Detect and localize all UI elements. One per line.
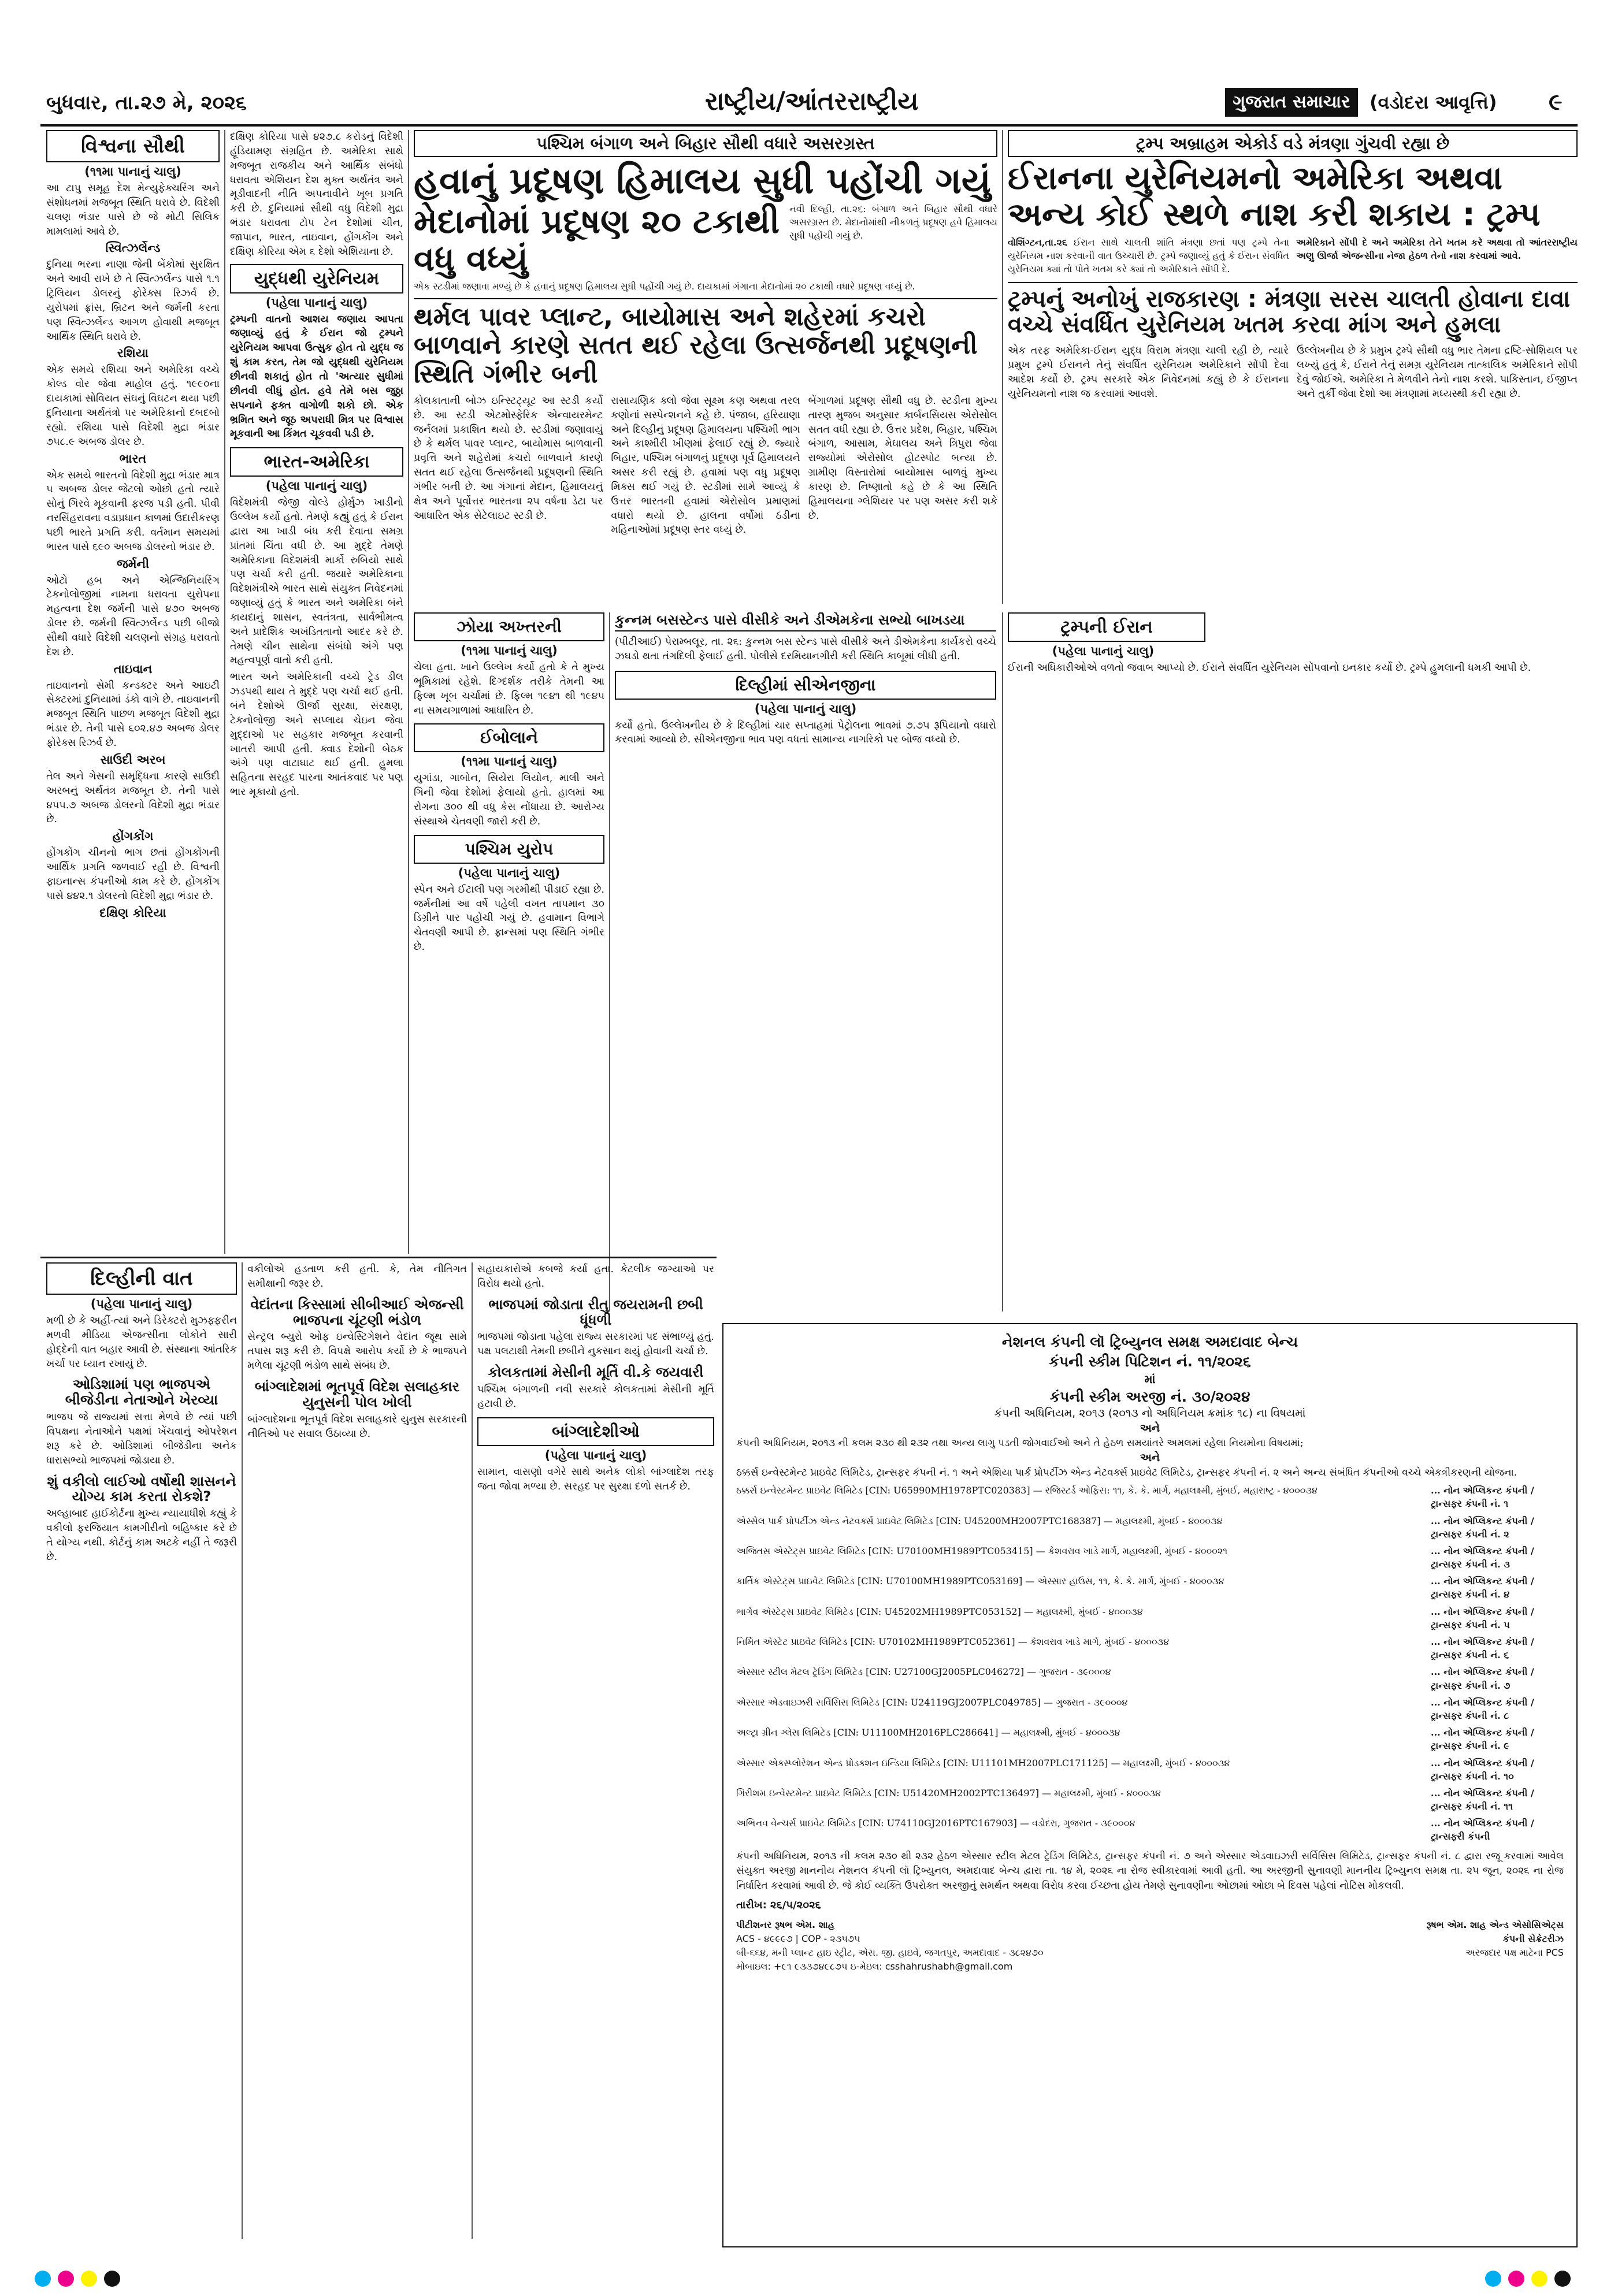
column-rule: [472, 1262, 473, 2239]
column-rule: [1002, 130, 1003, 604]
article-title: કોલકતામાં મેસીની મૂર્તિ વી.કે જયવારી: [488, 1364, 704, 1381]
notice-heading: કંપની સ્કીમ પિટિશન નં. ૧૧/૨૦૨૬: [1049, 1353, 1251, 1370]
notice-heading: માં: [1144, 1372, 1156, 1386]
story-subhead: થર્મલ પાવર પ્લાન્ટ, બાયોમાસ અને શહેરમાં કચરો બાળવાને કારણે સતત થઈ રહેલા ઉત્સર્જનથી પ્રદૂષણની સ્થિતિ ગંભીર બની: [414, 298, 997, 388]
signer-left-line: મોબાઇલ: +૯૧ ૯૩૩૭૪૯૮૭૫ ઇ-મેઇલ: csshahrushabh@gmail.com: [736, 1961, 1013, 1972]
article-body: અલ્હાબાદ હાઈકોર્ટના મુખ્ય ન્યાયાધીશે કહ્યું કે વકીલો ફરજિયાત કામગીરીનો બહિષ્કાર કરે છે તે યોગ્ય નથી. કોર્ટનું કામ અટકે નહીં તે જરૂરી છે.: [46, 1508, 237, 1563]
continued-label: (પહેલા પાનાનું ચાલુ): [754, 701, 857, 716]
notice-company-row: [736, 1696, 1564, 1722]
notice-signatures: [736, 1918, 1564, 1974]
notice-company-row: [736, 1726, 1564, 1752]
company-name: અજિતસ એસ્ટેટ્સ પ્રાઇવેટ લિમિટેડ [CIN: U70100MH1989PTC053415] — કેશવરાવ ખાડે માર્ગ, મહાલક્ષ્મી, મુંબઈ - ૪૦૦૦૨૧: [736, 1545, 1228, 1556]
company-name: ગિરીશમ ઇન્વેસ્ટમેન્ટ પ્રાઇવેટ લિમિટેડ [CIN: U51420MH2002PTC136497] — મહાલક્ષ્મી, મુંબઈ - ૪૦૦૦૩૪: [736, 1787, 1161, 1799]
article-body: ઈરાની અધિકારીઓએ વળતો જવાબ આપ્યો છે. ઈરાને સંવર્ધિત યુરેનિયમ સોંપવાનો ઇનકાર કર્યો છે. ટ્રમ્પે હુમલાની ધમકી આપી છે.: [1008, 662, 1531, 674]
subheading: દક્ષિણ કોરિયા: [99, 905, 166, 920]
article-body: (પીટીઆઈ) પેરામ્બલૂર, તા. ૨૬: કુન્નમ બસ સ્ટેન્ડ પાસે વીસીકે અને ડીએમકેના કાર્યકરો વચ્ચે ઝઘડો થતા તંગદિલી ફેલાઈ હતી. પોલીસે દરમિયાનગીરી કરી સ્થિતિ કાબૂમાં લીધી હતી.: [615, 636, 996, 662]
article-body: દક્ષિણ કોરિયા પાસે ૪૨૭.૮ કરોડનું વિદેશી હૂંડિયામણ સંગ્રહિત છે. અમેરિકા સાથે મજબૂત રાજકીય અને આર્થિક સંબંધો ધરાવતા એશિયન દેશ મુક્ત અર્થતંત્ર અને મૂડીવાદની નીતિ અપનાવીને ખૂબ પ્રગતિ કરી છે. દુનિયામાં સૌથી વધુ વિદેશી મુદ્રા ભંડાર ધરાવતા ટોપ ટેન દેશોમાં ચીન, જાપાન, ભારત, તાઇવાન, હોંગકોંગ અને દક્ષિણ કોરિયા એમ ૬ દેશો એશિયાના છે.: [230, 131, 403, 258]
article-body: આ ટાપુ સમૂહ દેશ મેન્યુફેક્ચરિંગ અને સંશોધનમાં મજબૂત સ્થિતિ ધરાવે છે. વિદેશી ચલણ ભંડાર પાસે છે જે મોટી સિલિક મામલામાં આવે છે.: [46, 183, 220, 237]
article-title: ઝોયા અખ્તરની: [414, 612, 604, 641]
article-body: ભાજપ જે રાજ્યમાં સત્તા મેળવે છે ત્યાં પછી વિપક્ષના નેતાઓને પક્ષમાં ખેંચવાનું ઓપરેશન શરૂ કરે છે. ઓડિશામાં બીજેડીના અનેક ધારાસભ્યો ભાજપમાં જોડાયા છે.: [46, 1411, 237, 1466]
article-title: દિલ્હીમાં સીએનજીના: [615, 671, 996, 700]
article-body: પશ્ચિમ બંગાળની નવી સરકારે કોલકતામાં મેસીની મૂર્તિ હટાવી છે.: [477, 1384, 714, 1410]
notice-company-row: [736, 1544, 1564, 1571]
column-rule: [408, 130, 409, 1254]
article-body: સામાન, વાસણો વગેરે સાથે અનેક લોકો બાંગ્લાદેશ તરફ જતા જોવા મળ્યા છે. સરહદ પર સુરક્ષા દળો સતર્ક છે.: [477, 1466, 714, 1492]
article-body: કોલકાતાની બોઝ ઇન્સ્ટિટ્યૂટ આ સ્ટડી કર્યો છે. આ સ્ટડી એટમોસ્ફેરિક એન્વાયરમેન્ટ જર્નલમાં પ્રકાશિત થયો છે. સ્ટડીમાં જણાવાયું છે કે થર્મલ પાવર પ્લાન્ટ, બાયોમાસ બાળવાની પ્રવૃત્તિ અને શહેરોમાં કચરો બાળવાને કારણે સતત થઈ રહેલા ઉત્સર્જનથી પ્રદૂષણની સ્થિતિ ગંભીર બની છે. આ ગંગાનાં મેદાન, હિમાલયનું ક્ષેત્ર અને પૂર્વોત્તર ભારતના ૨૫ વર્ષના ડેટા પર આધારિત એક સેટેલાઇટ સ્ટડી છે.: [414, 395, 603, 522]
column-vedanta: [247, 1262, 467, 2239]
legal-notice-nclt: [722, 1323, 1578, 2247]
cyan-registration-mark: [35, 2271, 51, 2287]
company-role: ... નોન એપ્લિકન્ટ કંપની / ટ્રાન્સફર કંપની નં. ૪: [1431, 1576, 1534, 1600]
article-body: સેન્ટ્રલ બ્યુરો ઓફ ઇન્વેસ્ટિગેશને વેદાંત જૂથ સામે તપાસ શરૂ કરી છે. વિપક્ષે આરોપ કર્યો છે કે ભાજપને મળેલા ચૂંટણી ભંડોળ સાથે સંબંધ છે.: [247, 1331, 467, 1372]
subheading: હોંગકોંગ: [112, 829, 154, 844]
article-body: ચેલા હતા. ખાને ઉલ્લેખ કર્યો હતો કે તે મુખ્ય ભૂમિકામાં રહેશે. દિગ્દર્શક તરીકે તેમની આ ફિલ્મ ખૂબ ચર્ચામાં છે. ફિલ્મ ૧૯૪૧ થી ૧૯૪૫ ના સમયગાળામાં આધારિત છે.: [414, 662, 604, 716]
company-role: ... નોન એપ્લિકન્ટ કંપની / ટ્રાન્સફર કંપની નં. ૭: [1431, 1666, 1534, 1691]
company-name: એસ્સાર એક્સ્પ્લોરેશન એન્ડ પ્રોડક્શન ઇન્ડિયા લિમિટેડ [CIN: U11101MH2007PLC171125] — મહાલક્ષ્મી, મુંબઈ - ૪૦૦૦૩૪: [736, 1757, 1230, 1769]
story-kicker: પશ્ચિમ બંગાળ અને બિહાર સૌથી વધારે અસરગ્રસ્ત: [414, 130, 997, 157]
article-body: સહાયકારોએ કબજે કર્યા હતા. કેટલીક જગ્યાઓ પર વિરોધ થયો હતો.: [477, 1264, 714, 1290]
subheading: તાઇવાન: [113, 662, 153, 676]
continued-label: (૧૧મા પાનાનું ચાલુ): [84, 165, 181, 179]
story-kicker: ટ્રમ્પ અબ્રાહમ એકોર્ડ વડે મંત્રણા ગુંચવી રહ્યા છે: [1008, 130, 1578, 157]
continued-label: (૧૧મા પાનાનું ચાલુ): [461, 755, 558, 769]
article-title: શું વકીલો લાઈઓ વર્ષોથી શાસનને યોગ્ય કામ કરતા રોકશે?: [47, 1473, 236, 1505]
article-title: ઓડિશામાં પણ ભાજપએ બીજેડીના નેતાઓને ખેરવ્યા: [65, 1376, 218, 1409]
edition-label: (વડોદરા આવૃત્તિ): [1370, 91, 1497, 113]
column-3: [414, 612, 604, 1312]
subheading: ભારત: [119, 451, 147, 466]
article-title: વેદાંતના કિસ્સામાં સીબીઆઈ એજન્સી ભાજપના ચૂંટણી ભંડોળ: [250, 1296, 464, 1328]
article-body: એક સમયે ભારતનો વિદેશી મુદ્રા ભંડાર માત્ર ૫ અબજ ડોલર જેટલો ઓછો હતો ત્યારે સોનું ગિરવે મૂકવાની ફરજ પડી હતી. પીવી નરસિંહરાવના વડાપ્રધાન કાળમાં ઉદારીકરણ પછી ભારતે પ્રગતિ કરી. વર્તમાન સમયમાં ભારત પાસે ૬૯૦ અબજ ડોલરનો ભંડાર છે.: [46, 469, 220, 553]
article-title: ભાજપમાં જોડાતા રીતુ જયરામની છબી ધૂંધળી: [488, 1296, 703, 1328]
article-body: બાંગ્લાદેશના ભૂતપૂર્વ વિદેશ સલાહકારે યુનુસ સરકારની નીતિઓ પર સવાલ ઉઠાવ્યા છે.: [247, 1413, 467, 1440]
yellow-registration-mark: [81, 2271, 97, 2287]
notice-footer-text: કંપની અધિનિયમ, ૨૦૧૩ ની કલમ ૨૩૦ થી ૨૩૨ હેઠળ એસ્સાર સ્ટીલ મેટલ ટ્રેડિંગ લિમિટેડ, ટ્રાન્સફર કંપની નં. ૭ અને એસ્સાર એડવાઇઝરી સર્વિસિસ લિમિટેડ, ટ્રાન્સફર કંપની નં. ૮ દ્વારા રજૂ કરવામાં આવેલ સંયુક્ત અરજી માનનીય નેશનલ કંપની લૉ ટ્રિબ્યુનલ, અમદાવાદ બેન્ચ દ્વારા તા. ૧૪ મે, ૨૦૨૬ ના રોજ સ્વીકારવામાં આવી હતી. આ અરજીની સુનાવણી માનનીય ટ્રિબ્યુનલ સમક્ષ તા. ૨૫ જૂન, ૨૦૨૬ ના રોજ નિર્ધારિત કરવામાં આવી છે. જે કોઈ વ્યક્તિ ઉપરોક્ત અરજીનું સમર્થન અથવા વિરોધ કરવા ઈચ્છતા હોય તેમણે સુનાવણીના ઓછામાં ઓછા બે દિવસ પહેલાં નોટિસ મોકલવી.: [736, 1850, 1564, 1892]
company-name: અભિનવ વેન્ચર્સ પ્રાઇવેટ લિમિટેડ [CIN: U74110GJ2016PTC167903] — વડોદરા, ગુજરાત - ૩૯૦૦૦૪: [736, 1818, 1135, 1829]
signer-left: પીટીશનર રૂષભ એમ. શાહ: [736, 1919, 835, 1931]
company-role: ... નોન એપ્લિકન્ટ કંપની / ટ્રાન્સફર કંપની નં. ૨: [1431, 1515, 1534, 1540]
story-himalaya-pollution: [414, 130, 997, 604]
continued-label: (પહેલા પાનાનું ચાલુ): [265, 295, 368, 310]
article-title: યુદ્ધથી યુરેનિયમ: [230, 264, 403, 293]
article-body: ભારત અને અમેરિકાની વચ્ચે ટ્રેડ ડીલ ઝડપથી થાય તે મુદ્દે પણ ચર્ચા થઈ હતી. બંને દેશોએ ઊર્જા સુરક્ષા, સંરક્ષણ, ટેકનોલોજી અને સપ્લાય ચેઇન જેવા મુદ્દાઓ પર સહકાર મજબૂત કરવાની ખાતરી આપી હતી. ક્વાડ દેશોની બેઠક અંગે પણ વાટાઘાટ થઈ હતી. હુમલા સહિતના સરહદ પારના આતંકવાદ પર પણ ભાર મૂકાયો હતો.: [230, 671, 403, 798]
story-lead: એક સ્ટડીમાં જણાવા મળ્યું છે કે હવાનું પ્રદૂષણ હિમાલય સુધી પહોંચી ગયું છે. દાયકામાં ગંગાના મેદાનોમાં ૨૦ ટકાથી વધારે પ્રદૂષણ વધ્યું છે.: [414, 281, 915, 292]
article-title: કુન્નમ બસસ્ટેન્ડ પાસે વીસીકે અને ડીએમકેના સભ્યો બાખડયા: [615, 612, 996, 631]
story-lead: ઈરાન સાથે ચાલતી શાંતિ મંત્રણા છતાં પણ ટ્રમ્પે તેના યુરેનિયમ નાશ કરવાની વાત ઉચ્ચારી છે. ટ્રમ્પે જણાવ્યું હતું કે ઈરાન સંવર્ધિત યુરેનિયમ ક્યાં તો પોતે ખતમ કરે ક્યાં તો અમેરિકાને સોંપી દે.: [1008, 237, 1289, 274]
company-role: ... નોન એપ્લિકન્ટ કંપની / ટ્રાન્સફર કંપની નં. ૧૦: [1431, 1757, 1534, 1782]
article-title: બાંગ્લાદેશમાં ભૂતપૂર્વ વિદેશ સલાહકાર યુનુસની પોલ ખોલી: [254, 1378, 460, 1410]
article-title: પશ્ચિમ યુરોપ: [414, 835, 604, 864]
article-title: વિશ્વના સૌથી: [46, 130, 220, 162]
notice-company-row: [736, 1484, 1564, 1510]
article-title: ટ્રમ્પની ઈરાન: [1008, 612, 1205, 642]
article-body: વિદેશમંત્રી જેજી વોલ્ડે હોર્મુઝ ખાડીનો ઉલ્લેખ કર્યો હતો. તેમણે કહ્યું હતું કે ઈરાન દ્વારા આ ખાડી બંધ કરી દેવાતા સમગ્ર પ્રાંતમાં ચિંતા વધી છે. આ મુદ્દે તેમણે અમેરિકાના વિદેશમંત્રી માર્કો રુબિયો સાથે પણ ચર્ચા કરી હતી. જયારે અમેરિકાના વિદેશમંત્રીએ ભારત સાથે સંયુક્ત નિવેદનમાં જણાવ્યું હતું કે ભારત અને અમેરિકા બંને કાયદાનું શાસન, સ્વતંત્રતા, સાર્વભૌમત્વ અને પ્રાદેશિક અખંડિતતાનો આદર કરે છે. તેમણે ચીન સાથેના સંબંધો અંગે પણ મહત્વપૂર્ણ વાતો કરી હતી.: [230, 497, 403, 667]
article-body: દુનિયા ભરના નાણા જેની બેંકોમાં સુરક્ષિત અને આવી રાખે છે તે સ્વિત્ઝર્લેન્ડ પાસે ૧.૧ ટ્રિલિયન ડોલરનું ફોરેક્સ રિઝર્વ છે. યુરોપમાં ફ્રાંસ, બ્રિટન અને જર્મની કરતા પણ સ્વિત્ઝર્લેન્ડ આગળ હોવાથી મજબૂત આર્થિક સ્થિતિ ધરાવે છે.: [46, 259, 220, 343]
subheading: રશિયા: [117, 346, 149, 361]
subheading: જર્મની: [116, 556, 150, 571]
column-rule: [1002, 612, 1003, 1312]
story-subhead: ટ્રમ્પનું અનોખું રાજકારણ : મંત્રણા સરસ ચાલતી હોવાના દાવા વચ્ચે સંવર્ધિત યુરેનિયમ ખતમ કરવા માંગ અને હુમલા: [1008, 282, 1578, 339]
notice-date: તારીખ: ૨૬/૫/૨૦૨૬: [736, 1899, 821, 1912]
company-role: ... નોન એપ્લિકન્ટ કંપની / ટ્રાન્સફર કંપની નં. ૧૧: [1431, 1787, 1534, 1812]
masthead-rule: [40, 124, 1578, 127]
company-name: એસ્સેલ પાર્ક પ્રોપર્ટીઝ એન્ડ નેટવર્ક્સ પ્રાઇવેટ લિમિટેડ [CIN: U45200MH2007PTC168387] — મહાલક્ષ્મી, મુંબઈ - ૪૦૦૦૩૪: [736, 1515, 1223, 1526]
signer-left-line: ACS - ૪૯૯૯૭ | COP - ૨૩૫૭૫: [736, 1933, 860, 1945]
article-body: એક સમયે રશિયા અને અમેરિકા વચ્ચે કોલ્ડ વોર જેવા માહોલ હતું. ૧૯૯૦ના દાયકામાં સોવિયત સંઘનું વિઘટન થયા પછી દુનિયાના અર્થતંત્રો પર અમેરિકાનો દબદબો રહ્યો. રશિયા પાસે વિદેશી મુદ્રા ભંડાર ૭૫૮.૯ અબજ ડોલર છે.: [46, 364, 220, 448]
continued-label: (પહેલા પાનાનું ચાલુ): [544, 1448, 647, 1462]
story-iran-uranium: [1008, 130, 1578, 604]
magenta-registration-mark: [1508, 2271, 1524, 2287]
notice-heading: કંપની અધિનિયમ, ૨૦૧૩ (૨૦૧૩ નો અધિનિયમ ક્રમાંક ૧૮) ના વિષયમાં: [994, 1407, 1306, 1420]
signer-right-line: કંપની સેક્રેટરીઝ: [1502, 1933, 1564, 1945]
subheading: સ્વિત્ઝર્લેન્ડ: [105, 241, 161, 255]
column-rule: [609, 612, 610, 1312]
article-body: મળી છે કે અહીં-ત્યાં અને ડિરેક્ટરો મુઝફ્ફરીન મળવી મીડિયા એજન્સીના લોકોને સારી હોદ્દેની વાત બહાર આવી છે. સંસ્થાના આંતરિક ખર્ચા પર ધ્યાન રખાયું છે.: [46, 1315, 237, 1370]
company-role: ... નોન એપ્લિકન્ટ કંપની / ટ્રાન્સફર કંપની નં. ૮: [1431, 1696, 1534, 1721]
headline: હવાનું પ્રદૂષણ હિમાલય સુધી પહોંચી ગયું: [414, 159, 991, 202]
notice-company-row: [736, 1665, 1564, 1692]
continued-label: (પહેલા પાનાનું ચાલુ): [458, 865, 561, 880]
article-body: એક તરફ અમેરિકા-ઈરાન યુદ્ધ વિરામ મંત્રણા ચાલી રહી છે, ત્યારે પ્રમુખ ટ્રમ્પે ઈરાનને તેનું સંવર્ધિત યુરેનિયમ અમેરિકાને સોંપી દેવા આદેશ કર્યો છે. ટ્રમ્પ સરકારે એક નિવેદનમાં કહ્યું છે કે ઈરાનના યુરેનિયમનો નાશ જ કરવામાં આવશે.: [1008, 345, 1289, 400]
company-role: ... નોન એપ્લિકન્ટ કંપની / ટ્રાન્સફરી કંપની: [1431, 1818, 1534, 1842]
article-title: દિલ્હીની વાત: [46, 1262, 237, 1295]
company-role: ... નોન એપ્લિકન્ટ કંપની / ટ્રાન્સફર કંપની નં. ૬: [1431, 1636, 1534, 1661]
notice-heading: નેશનલ કંપની લૉ ટ્રિબ્યુનલ સમક્ષ અમદાવાદ બેન્ચ: [1001, 1333, 1298, 1350]
company-name: ભાર્ગવ એસ્ટેટ્સ પ્રાઇવેટ લિમિટેડ [CIN: U45202MH1989PTC053152] — મહાલક્ષ્મી, મુંબઈ - ૪૦૦૦૩૪: [736, 1606, 1143, 1617]
company-name: અલ્ટ્રા ગ્રીન ગ્લેસ લિમિટેડ [CIN: U11100MH2016PLC286641] — મહાલક્ષ્મી, મુંબઈ - ૪૦૦૦૩૪: [736, 1727, 1120, 1738]
column-world-richest: [46, 130, 220, 1254]
notice-heading: અને: [1140, 1451, 1160, 1465]
column-rule: [242, 1262, 243, 2239]
notice-company-list: [736, 1484, 1564, 1844]
signer-right: રૂષભ એમ. શાહ એન્ડ એસોસિએટ્સ: [1426, 1919, 1564, 1931]
article-body: કર્યો હતો. ઉલ્લેખનીય છે કે દિલ્હીમાં ચાર સપ્તાહમાં પેટ્રોલના ભાવમાં ૭.૭૫ રૂપિયાનો વધારો કરવામાં આવ્યો છે. સીએનજીના ભાવ પણ વધતાં સામાન્ય નાગરિકો પર બોજ વધ્યો છે.: [615, 719, 996, 746]
company-role: ... નોન એપ્લિકન્ટ કંપની / ટ્રાન્સફર કંપની નં. ૧: [1431, 1485, 1534, 1510]
notice-heading: અને: [1140, 1421, 1160, 1435]
black-registration-mark: [104, 2271, 120, 2287]
column-4: [615, 612, 996, 1317]
notice-company-row: [736, 1605, 1564, 1632]
notice-company-row: [736, 1574, 1564, 1601]
masthead: [40, 87, 1578, 121]
continued-label: (પહેલા પાનાનું ચાલુ): [265, 479, 368, 493]
dateline: વોશિંગ્ટન,તા.૨૬: [1008, 237, 1067, 248]
notice-company-row: [736, 1786, 1564, 1813]
signer-right-line: અરજદાર પક્ષ માટેના PCS: [1465, 1947, 1564, 1959]
article-title: ભારત-અમેરિકા: [230, 447, 403, 477]
notice-company-row: [736, 1756, 1564, 1783]
story-lead: અમેરિકાને સોંપી દે અને અમેરિકા તેને ખતમ કરે અથવા તો આંતરરાષ્ટ્રીય અણુ ઊર્જા એજન્સીના નેજા હેઠળ તેનો નાશ કરવામાં આવે.: [1296, 237, 1578, 262]
newspaper-logo: ગુજરાત સમાચાર: [1225, 88, 1358, 117]
headline: ઈરાનના યુરેનિયમનો અમેરિકા અથવા: [1008, 159, 1502, 197]
section-rule: [40, 1257, 717, 1258]
section-title: રાષ્ટ્રીય/આંતરરાષ્ટ્રીય: [705, 87, 919, 116]
company-role: ... નોન એપ્લિકન્ટ કંપની / ટ્રાન્સફર કંપની નં. ૩: [1431, 1545, 1534, 1570]
article-body: ઉલ્લેખનીય છે કે પ્રમુખ ટ્રમ્પે સૌથી વધુ ભાર તેમના દ્રષ્ટિ-સોશિયલ પર લખ્યું હતું કે, ઈરાને તેનું સમગ્ર યુરેનિયમ તાત્કાલિક અમેરિકાને સોંપી દેવું જોઈએ. અમેરિકા તે મેળવીને તેનો નાશ કરશે. પાકિસ્તાન, ઈજીપ્ત અને તુર્કી જેવા દેશો આ મંત્રણામાં મધ્યસ્થી કરી રહ્યા છે.: [1297, 345, 1578, 400]
notice-intro: કંપની અધિનિયમ, ૨૦૧૩ ની કલમ ૨૩૦ થી ૨૩૨ તથા અન્ય લાગુ પડતી જોગવાઈઓ અને તે હેઠળ સમયાંતરે અમલમાં રહેલા નિયમોના વિષયમાં;: [736, 1437, 1304, 1449]
article-body: રાસાયણિક ક્લો જેવા સૂક્ષ્મ કણ અથવા તરલ કણોનાં સસ્પેન્શનને કહે છે. પંજાબ, હરિયાણા અને દિલ્હીનું પ્રદૂષણ હિમાલયના પશ્ચિમી ભાગ અને કાશ્મીરી ખીણમાં ફેલાઈ રહ્યું છે. જ્યારે બિહાર, પશ્ચિમ બંગાળનું પ્રદૂષણ પૂર્વ હિમાલયને અસર કરી રહ્યું છે. હવામાં પણ વધુ પ્રદૂષણ મિક્સ થઈ ગયું છે. સ્ટડીમાં સામે આવ્યું કે ઉત્તર ભારતની હવામાં એરોસોલ પ્રમાણમાં વધારો થયો છે. હાલના વર્ષોમાં ઠંડીના મહિનાઓમાં પ્રદૂષણ સ્તર વધ્યું છે.: [611, 395, 800, 536]
continued-label: (પહેલા પાનાનું ચાલુ): [1052, 644, 1155, 658]
company-name: કાર્તિક એસ્ટેટ્સ પ્રાઇવેટ લિમિટેડ [CIN: U70100MH1989PTC053169] — એસ્સાર હાઉસ, ૧૧, કે. કે. માર્ગ, મુંબઈ - ૪૦૦૦૩૪: [736, 1576, 1224, 1587]
column-5: [1008, 612, 1578, 1312]
column-korea-war-india-us: [230, 130, 403, 1254]
column-delhi-talk: [46, 1262, 237, 2239]
continued-label: (પહેલા પાનાનું ચાલુ): [90, 1297, 193, 1311]
article-body: ટ્રમ્પની વાતનો આશય જણાય આપતા જણાવ્યું હતું કે ઈરાન જો ટ્રમ્પને યુરેનિયમ આપવા ઉત્સુક હોત તો યુદ્ધ જ શું કામ કરત, તેમ જો યુદ્ધથી યુરેનિયમ છીનવી શકાતું હોત તો 'અત્યાર સુધીમાં છીનવી લીધું હોત. હવે તેમે બસ જુઠ્ઠા સપનાને ફક્ત વાગોળી શકો છો. એક ભ્રમિત અને જૂઠ અપરાધી મિત્ર પર વિશ્વાસ મૂકવાની આ કિંમત ચૂકવવી પડી છે.: [230, 313, 403, 440]
company-name: ઠક્કર્સ ઇન્વેસ્ટમેન્ટ પ્રાઇવેટ લિમિટેડ [CIN: U65990MH1978PTC020383] — રજિસ્ટર્ડ ઓફિસ: ૧૧, કે. કે. માર્ગ, મહાલક્ષ્મી, મુંબઈ, મહારાષ્ટ્ર - ૪૦૦૦૩૪: [736, 1485, 1318, 1496]
company-role: ... નોન એપ્લિકન્ટ કંપની / ટ્રાન્સફર કંપની નં. ૫: [1431, 1606, 1534, 1630]
notice-heading: કંપની સ્કીમ અરજી નં. ૩૦/૨૦૨૪: [1049, 1388, 1250, 1405]
notice-company-row: [736, 1514, 1564, 1541]
company-role: ... નોન એપ્લિકન્ટ કંપની / ટ્રાન્સફર કંપની નં. ૯: [1431, 1727, 1534, 1752]
article-body: બેંગાળમાં પ્રદૂષણ સૌથી વધુ છે. સ્ટડીના મુખ્ય તારણ મુજબ અનુસાર કાર્બનસિયસ એરોસોલ સતત વધી રહ્યા છે. ઉત્તર પ્રદેશ, બિહાર, પશ્ચિમ બંગાળ, આસામ, મેઘાલય અને ત્રિપુરા જેવા રાજ્યોમાં એરોસોલ હોટસ્પોટ બન્યા છે. ગ્રામીણ વિસ્તારોમાં બાયોમાસ બાળવું મુખ્ય કારણ છે. નિષ્ણાતો કહે છે કે આ સ્થિતિ હિમાલયના ગ્લેશિયર પર પણ અસર કરી શકે છે.: [808, 395, 997, 522]
article-body: યુગાંડા, ગાબોન, સિયેરા લિયોન, માલી અને ગિની જેવા દેશોમાં ફેલાયો હતો. હાલમાં આ રોગના ૩૦૦ થી વધુ કેસ નોંધાયા છે. આરોગ્ય સંસ્થાએ ચેતવણી જારી કરી છે.: [414, 772, 604, 827]
yellow-registration-mark: [1531, 2271, 1548, 2287]
headline: મેદાનોમાં પ્રદૂષણ ૨૦ ટકાથી વધુ વધ્યું: [414, 202, 780, 279]
story-lead: નવી દિલ્હી, તા.૨૬: બંગાળ અને બિહાર સૌથી વધારે અસરગ્રસ્ત છે. મેદાનોમાંથી નીકળતું પ્રદૂષણ હવે હિમાલય સુધી પહોંચી ગયું છે.: [789, 203, 997, 241]
cyan-registration-mark: [1485, 2271, 1501, 2287]
notice-company-row: [736, 1635, 1564, 1662]
article-body: તેલ અને ગેસની સમૃદ્ધિના કારણે સાઉદી અરબનું અર્થતંત્ર મજબૂત છે. તેની પાસે ૪૫૫.૭ અબજ ડોલરનો વિદેશી મુદ્રા ભંડાર છે.: [46, 770, 220, 826]
company-name: એસ્સાર સ્ટીલ મેટલ ટ્રેડિંગ લિમિટેડ [CIN: U27100GJ2005PLC046272] — ગુજરાત - ૩૯૦૦૦૪: [736, 1666, 1111, 1678]
article-body: વકીલોએ હડતાળ કરી હતી. કે, તેમ નીતિગત સમીક્ષાની જરૂર છે.: [247, 1264, 467, 1290]
article-body: ભાજપમાં જોડાતા પહેલા રાજ્ય સરકારમાં પદ સંભાળ્યું હતું. પક્ષ પલટાથી તેમની છબીને નુકસાન થયું હોવાની ચર્ચા છે.: [477, 1331, 714, 1358]
signer-left-line: બી-૬૬૪, મની પ્લાન્ટ હાઇ સ્ટ્રીટ, એસ. જી. હાઇવે, જગતપુર, અમદાવાદ - ૩૮૨૪૭૦: [736, 1947, 1044, 1959]
black-registration-mark: [1554, 2271, 1571, 2287]
magenta-registration-mark: [58, 2271, 74, 2287]
notice-scheme: ઠક્કર્સ ઇન્વેસ્ટમેન્ટ પ્રાઇવેટ લિમિટેડ, ટ્રાન્સફર કંપની નં. ૧ અને એશિયા પાર્ક પ્રોપર્ટીઝ એન્ડ નેટવર્ક્સ પ્રાઇવેટ લિમિટેડ, ટ્રાન્સફર કંપની નં. ૨ અને અન્ય સંબંધિત કંપનીઓ વચ્ચે એકત્રીકરણની યોજના.: [736, 1466, 1517, 1478]
company-name: એસ્સાર એડવાઇઝરી સર્વિસિસ લિમિટેડ [CIN: U24119GJ2007PLC049785] — ગુજરાત - ૩૯૦૦૦૪: [736, 1696, 1128, 1708]
company-name: નિર્મિત એસ્ટેટ પ્રાઇવેટ લિમિટેડ [CIN: U70102MH1989PTC052361] — કેશવરાવ ખાડે માર્ગ, મુંબઈ - ૪૦૦૦૩૪: [736, 1636, 1170, 1648]
column-rule: [224, 130, 225, 1254]
article-body: ઓટો હબ અને એન્જિનિયરિંગ ટેકનોલોજીમાં નામના ધરાવતા યુરોપના મહત્વના દેશ જર્મની પાસે ૪૭૦ અબજ ડોલર છે. જર્મની સ્વિત્ઝર્લેન્ડ પછી બીજો સૌથી વધારે વિદેશી ચલણનો સંગ્રહ ધરાવતો દેશ છે.: [46, 574, 220, 658]
page-number: ૯: [1549, 89, 1563, 116]
masthead-date: બુધવાર, તા.૨૭ મે, ૨૦૨૬: [46, 91, 247, 114]
continued-label: (૧૧મા પાનાનું ચાલુ): [461, 644, 558, 657]
article-title: બાંગ્લાદેશીઓ: [477, 1417, 714, 1446]
notice-company-row: [736, 1816, 1564, 1843]
column-politics: [477, 1262, 714, 2239]
article-body: તાઇવાનનો સેમી કન્ડક્ટર અને આઇટી સેક્ટરમાં દુનિયામાં ડંકો વાગે છે. તાઇવાનની મજબૂત સ્થિતિ પાછળ મજબૂત વિદેશી મુદ્રા ભંડાર છે. તેની પાસે ૬૦૨.૪૭ અબજ ડોલર ફોરેક્સ રિઝર્વ છે.: [46, 679, 220, 749]
headline: અન્ય કોઈ સ્થળે નાશ કરી શકાય : ટ્રમ્પ: [1008, 195, 1541, 233]
article-title: ઈબોલાને: [414, 723, 604, 752]
article-body: હોંગકોંગ ચીનનો ભાગ છતાં હોંગકોંગની આર્થિક પ્રગતિ જળવાઈ રહી છે. વિશ્વની ફાઇનાન્સ કંપનીઓ કામ કરે છે. હોંગકોંગ પાસે ૪૪૨.૧ ડોલરનો વિદેશી મુદ્રા ભંડાર છે.: [46, 847, 220, 902]
subheading: સાઉદી અરબ: [100, 752, 166, 767]
article-body: સ્પેન અને ઈટાલી પણ ગરમીથી પીડાઈ રહ્યા છે. જર્મનીમાં આ વર્ષે પહેલી વખત તાપમાન ૩૦ ડિગ્રીને પાર પહોંચી ગયું છે. હવામાન વિભાગે ચેતવણી આપી છે. ફ્રાન્સમાં પણ સ્થિતિ ગંભીર છે.: [414, 883, 604, 953]
